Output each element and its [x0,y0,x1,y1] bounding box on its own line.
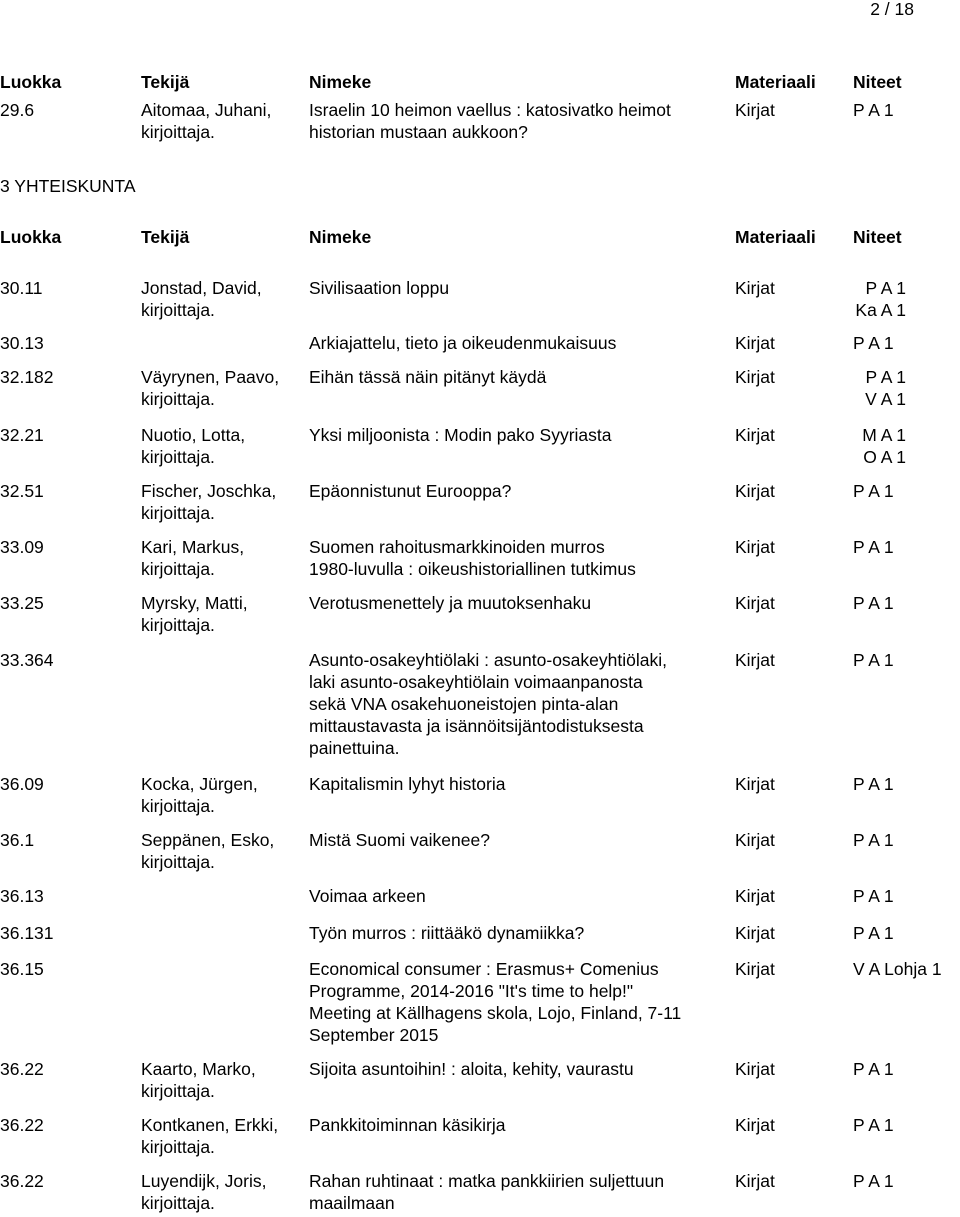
header-nimeke: Nimeke [309,227,372,247]
row-niteet: P A 1 V A 1 [865,367,906,409]
row-niteet: P A 1 [853,1171,894,1191]
row-luokka: 36.09 [0,774,44,794]
row-materiaali: Kirjat [735,959,775,979]
row-materiaali: Kirjat [735,481,775,501]
row-luokka: 32.51 [0,481,44,501]
row-tekija: Aitomaa, Juhani, kirjoittaja. [141,100,272,142]
row-luokka: 36.15 [0,959,44,979]
row-niteet: P A 1 [853,481,894,501]
row-luokka: 29.6 [0,100,35,120]
row-materiaali: Kirjat [735,650,775,670]
row-niteet: P A 1 Ka A 1 [855,278,906,320]
row-niteet: P A 1 [853,774,894,794]
row-materiaali: Kirjat [735,537,775,557]
row-tekija: Kocka, Jürgen, kirjoittaja. [141,774,258,816]
row-materiaali: Kirjat [735,774,775,794]
page-number: 2 / 18 [870,0,914,19]
row-tekija: Väyrynen, Paavo, kirjoittaja. [141,367,280,409]
row-tekija: Myrsky, Matti, kirjoittaja. [141,593,248,635]
row-niteet: P A 1 [853,1059,894,1079]
row-nimeke: Mistä Suomi vaikenee? [309,830,490,850]
table-header [0,226,960,248]
row-materiaali: Kirjat [735,367,775,387]
row-luokka: 36.1 [0,830,35,850]
row-luokka: 36.22 [0,1059,44,1079]
row-niteet: P A 1 [853,650,894,670]
row-luokka: 33.09 [0,537,44,557]
row-nimeke: Eihän tässä näin pitänyt käydä [309,367,547,387]
row-niteet: P A 1 [853,1115,894,1135]
row-nimeke: Kapitalismin lyhyt historia [309,774,506,794]
row-luokka: 33.364 [0,650,54,670]
row-materiaali: Kirjat [735,1171,775,1191]
row-luokka: 36.22 [0,1115,44,1135]
row-nimeke: Suomen rahoitusmarkkinoiden murros 1980-luvulla : oikeushistoriallinen tutkimus [309,537,636,579]
row-nimeke: Voimaa arkeen [309,886,426,906]
row-nimeke: Economical consumer : Erasmus+ Comenius Programme, 2014-2016 "It's time to help!" Meeting at Källhagens skola, Lojo, Finland, 7-11 September 2015 [309,959,682,1045]
row-tekija: Kaarto, Marko, kirjoittaja. [141,1059,256,1101]
row-materiaali: Kirjat [735,593,775,613]
row-tekija: Kontkanen, Erkki, kirjoittaja. [141,1115,279,1157]
row-materiaali: Kirjat [735,100,775,120]
row-nimeke: Asunto-osakeyhtiölaki : asunto-osakeyhtiölaki, laki asunto-osakeyhtiölain voimaanpanosta sekä VNA osakehuoneistojen pinta-alan mittaustavasta ja isännöitsijäntodistuksesta painettuina. [309,650,667,758]
header-nimeke: Nimeke [309,72,372,92]
row-nimeke: Yksi miljoonista : Modin pako Syyriasta [309,425,612,445]
row-nimeke: Työn murros : riittääkö dynamiikka? [309,923,585,943]
row-luokka: 36.13 [0,886,44,906]
table-header [0,71,960,93]
header-niteet: Niteet [853,72,902,92]
row-luokka: 30.11 [0,278,43,298]
row-niteet: P A 1 [853,886,894,906]
row-nimeke: Rahan ruhtinaat : matka pankkiirien suljettuun maailmaan [309,1171,665,1213]
row-materiaali: Kirjat [735,278,775,298]
header-tekija: Tekijä [141,227,190,247]
row-niteet: P A 1 [853,100,894,120]
row-nimeke: Sivilisaation loppu [309,278,450,298]
row-tekija: Kari, Markus, kirjoittaja. [141,537,245,579]
row-nimeke: Sijoita asuntoihin! : aloita, kehity, vaurastu [309,1059,634,1079]
header-niteet: Niteet [853,227,902,247]
header-materiaali: Materiaali [735,227,816,247]
row-tekija: Nuotio, Lotta, kirjoittaja. [141,425,246,467]
row-niteet: P A 1 [853,593,894,613]
row-nimeke: Israelin 10 heimon vaellus : katosivatko heimot historian mustaan aukkoon? [309,100,671,142]
row-niteet: P A 1 [853,923,894,943]
section-title: 3 YHTEISKUNTA [0,176,136,196]
header-luokka: Luokka [0,227,62,247]
row-tekija: Fischer, Joschka, kirjoittaja. [141,481,277,523]
row-materiaali: Kirjat [735,886,775,906]
row-nimeke: Pankkitoiminnan käsikirja [309,1115,506,1135]
row-niteet: V A Lohja 1 [853,959,942,979]
row-materiaali: Kirjat [735,425,775,445]
row-niteet: M A 1 O A 1 [862,425,906,467]
row-nimeke: Verotusmenettely ja muutoksenhaku [309,593,592,613]
header-luokka: Luokka [0,72,62,92]
row-niteet: P A 1 [853,333,894,353]
row-materiaali: Kirjat [735,333,775,353]
row-materiaali: Kirjat [735,923,775,943]
row-niteet: P A 1 [853,830,894,850]
row-tekija: Seppänen, Esko, kirjoittaja. [141,830,275,872]
row-luokka: 33.25 [0,593,44,613]
row-nimeke: Epäonnistunut Eurooppa? [309,481,512,501]
row-tekija: Jonstad, David, kirjoittaja. [141,278,262,320]
row-materiaali: Kirjat [735,1059,775,1079]
row-luokka: 32.182 [0,367,54,387]
row-materiaali: Kirjat [735,830,775,850]
row-luokka: 36.131 [0,923,54,943]
row-luokka: 30.13 [0,333,44,353]
row-luokka: 36.22 [0,1171,44,1191]
row-niteet: P A 1 [853,537,894,557]
row-materiaali: Kirjat [735,1115,775,1135]
header-materiaali: Materiaali [735,72,816,92]
row-luokka: 32.21 [0,425,44,445]
header-tekija: Tekijä [141,72,190,92]
row-tekija: Luyendijk, Joris, kirjoittaja. [141,1171,267,1213]
row-nimeke: Arkiajattelu, tieto ja oikeudenmukaisuus [309,333,617,353]
